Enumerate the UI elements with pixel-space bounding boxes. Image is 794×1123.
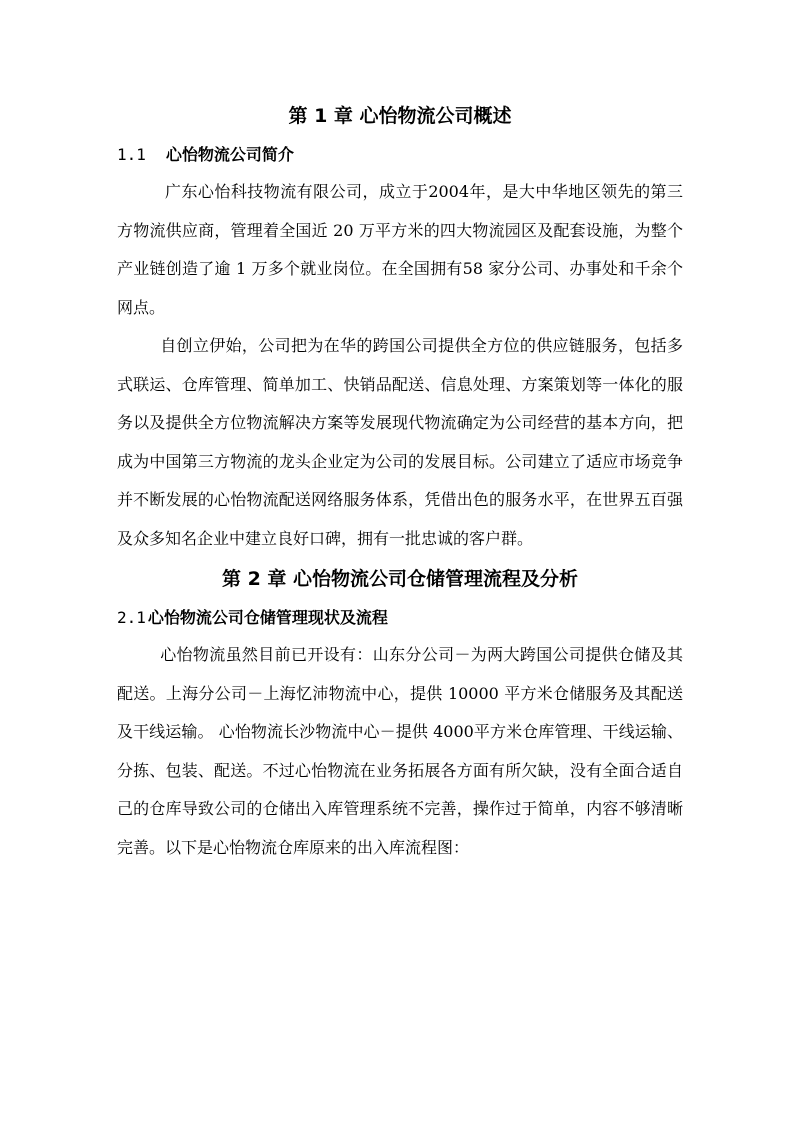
section-1-1-heading [117,137,683,173]
paragraph-warehouse-status: 心怡物流虽然目前已开设有：山东分公司－为两大跨国公司提供仓储及其配送。上海分公司－上海忆沛物流中心，提供 10000 平方米仓储服务及其配送及干线运输。 心怡物流长沙物流中心－提供 4000平方米仓库管理、干线运输、分拣、包装、配送。不过心怡物流在业务拓展各方面有所欠缺，没有全面合适自己的仓库导致公司的仓储出入库管理系统不完善，操作过于简单，内容不够清晰完善。以下是心怡物流仓库原来的出入库流程图： [117,645,683,857]
chapter-1-heading: 第 1 章 心怡物流公司概述 [288,105,512,127]
document-page [117,95,683,867]
section-number: 2.1 [117,608,146,627]
paragraph-company-direction: 自创立伊始，公司把为在华的跨国公司提供全方位的供应链服务，包括多式联运、仓库管理、简单加工、快销品配送、信息处理、方案策划等一体化的服务以及提供全方位物流解决方案等发展现代物流确定为公司经营的基本方向，把成为中国第三方物流的龙头企业定为公司的发展目标。公司建立了适应市场竞争并不断发展的心怡物流配送网络服务体系，凭借出色的服务水平，在世界五百强及众多知名企业中建立良好口碑，拥有一批忠诚的客户群。 [117,336,683,548]
section-title: 心怡物流公司仓储管理现状及流程 [147,608,388,627]
section-title: 心怡物流公司简介 [165,145,294,164]
chapter-2-heading: 第 2 章 心怡物流公司仓储管理流程及分析 [221,568,579,590]
section-2-1-heading [117,600,683,636]
section-number: 1.1 [117,145,146,164]
paragraph-company-intro: 广东心怡科技物流有限公司，成立于2004年，是大中华地区领先的第三方物流供应商，管理着全国近 20 万平方米的四大物流园区及配套设施，为整个产业链创造了逾 1 万多个就业岗位。在全国拥有58 家分公司、办事处和千余个网点。 [117,182,683,317]
